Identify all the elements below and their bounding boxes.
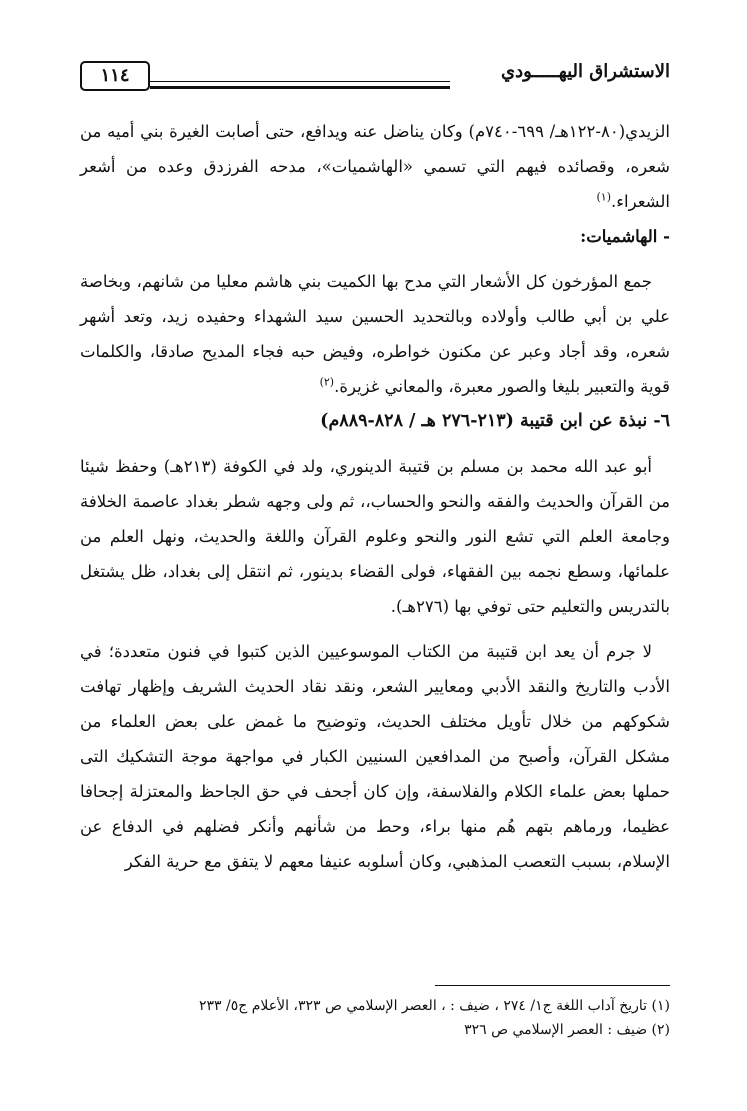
paragraph-2-text: جمع المؤرخون كل الأشعار التي مدح بها الكميت بني هاشم معليا من شانهم، وبخاصة علي بن أبي طالب وأولاده وبالتحديد الحسين سيد الشهداء وحفيده زيد، وتعد أشهر شعره، وقد أجاد وعبر عن مكنون خواطره، وفيض حبه فجاء المديح صادقا، والكلمات قوية والتعبير بليغا والصور معبرة، والمعاني غزيرة.	[80, 272, 670, 396]
page-number: ١١٤	[80, 61, 150, 91]
header-rule	[150, 81, 450, 82]
paragraph-1	[80, 114, 670, 219]
footnote-ref-1: (١)	[596, 190, 612, 204]
footnote-1: (١) تاريخ آداب اللغة ج١/ ٢٧٤ ، ضيف : ، العصر الإسلامي ص ٣٢٣، الأعلام ج٥/ ٢٣٣	[198, 998, 670, 1014]
page-header	[80, 55, 670, 95]
main-text	[80, 114, 670, 879]
paragraph-4: لا جرم أن يعد ابن قتيبة من الكتاب الموسوعيين الذين كتبوا في فنون متعددة؛ في الأدب والتاريخ والنقد الأدبي ومعايير الشعر، ونقد نقاد الحديث الشريف وإظهار تهافت شكوكهم من خلال تأويل مختلف الحديث، وتوضيح ما غمض على بعض العلماء من مشكل القرآن، وأصبح من المدافعين السنيين الكبار في مواجهة موجة التشكيك التى حملها بعض علماء الكلام والفلاسفة، وإن كان أجحف في حق الجاحظ والمعتزلة إجحافا عظيما، ورماهم بتهم هُم منها براء، وحط من شأنهم وأنكر فضلهم في الدفاع عن الإسلام، بسبب التعصب المذهبي، وكان أسلوبه عنيفا معهم لا يتفق مع حرية الفكر	[80, 642, 670, 871]
paragraph-1-text: الزيدي(٨٠-١٢٢هـ/ ٦٩٩-٧٤٠م) وكان يناضل عنه ويدافع، حتى أصابت الغيرة بني أميه من شعره، وقصائده فيهم التي تسمي «الهاشميات»، مدحه الفرزدق وعده من أشعر الشعراء.	[80, 122, 671, 211]
paragraph-2	[80, 264, 670, 404]
footnote-ref-2: (٢)	[319, 375, 335, 389]
section-heading-hashimiyyat: - الهاشميات:	[580, 227, 670, 246]
section-heading-ibn-qutayba: ٦- نبذة عن ابن قتيبة (٢١٣-٢٧٦ هـ / ٨٢٨-٨٨٩م)	[320, 411, 670, 431]
running-title: الاستشراق اليهـــــودي	[501, 61, 670, 82]
footnote-2: (٢) ضيف : العصر الإسلامي ص ٣٢٦	[464, 1022, 670, 1038]
header-rule-thick	[150, 86, 450, 89]
paragraph-3: أبو عبد الله محمد بن مسلم بن قتيبة الدينوري، ولد في الكوفة (٢١٣هـ) وحفظ شيئا من القرآن والحديث والفقه والنحو والحساب،، ثم ولى وجهه شطر بغداد عاصمة الخلافة وجامعة العلم التي تشع النور والنحو وعلوم القرآن واللغة والحديث، ونهل العلم من علمائها، وسطع نجمه بين الفقهاء، فولى القضاء بدينور، ثم انتقل إلى بغداد، ظل يشتغل بالتدريس والتعليم حتى توفي بها (٢٧٦هـ).	[80, 457, 670, 616]
footnote-separator	[435, 985, 670, 986]
footnotes	[80, 994, 670, 1042]
